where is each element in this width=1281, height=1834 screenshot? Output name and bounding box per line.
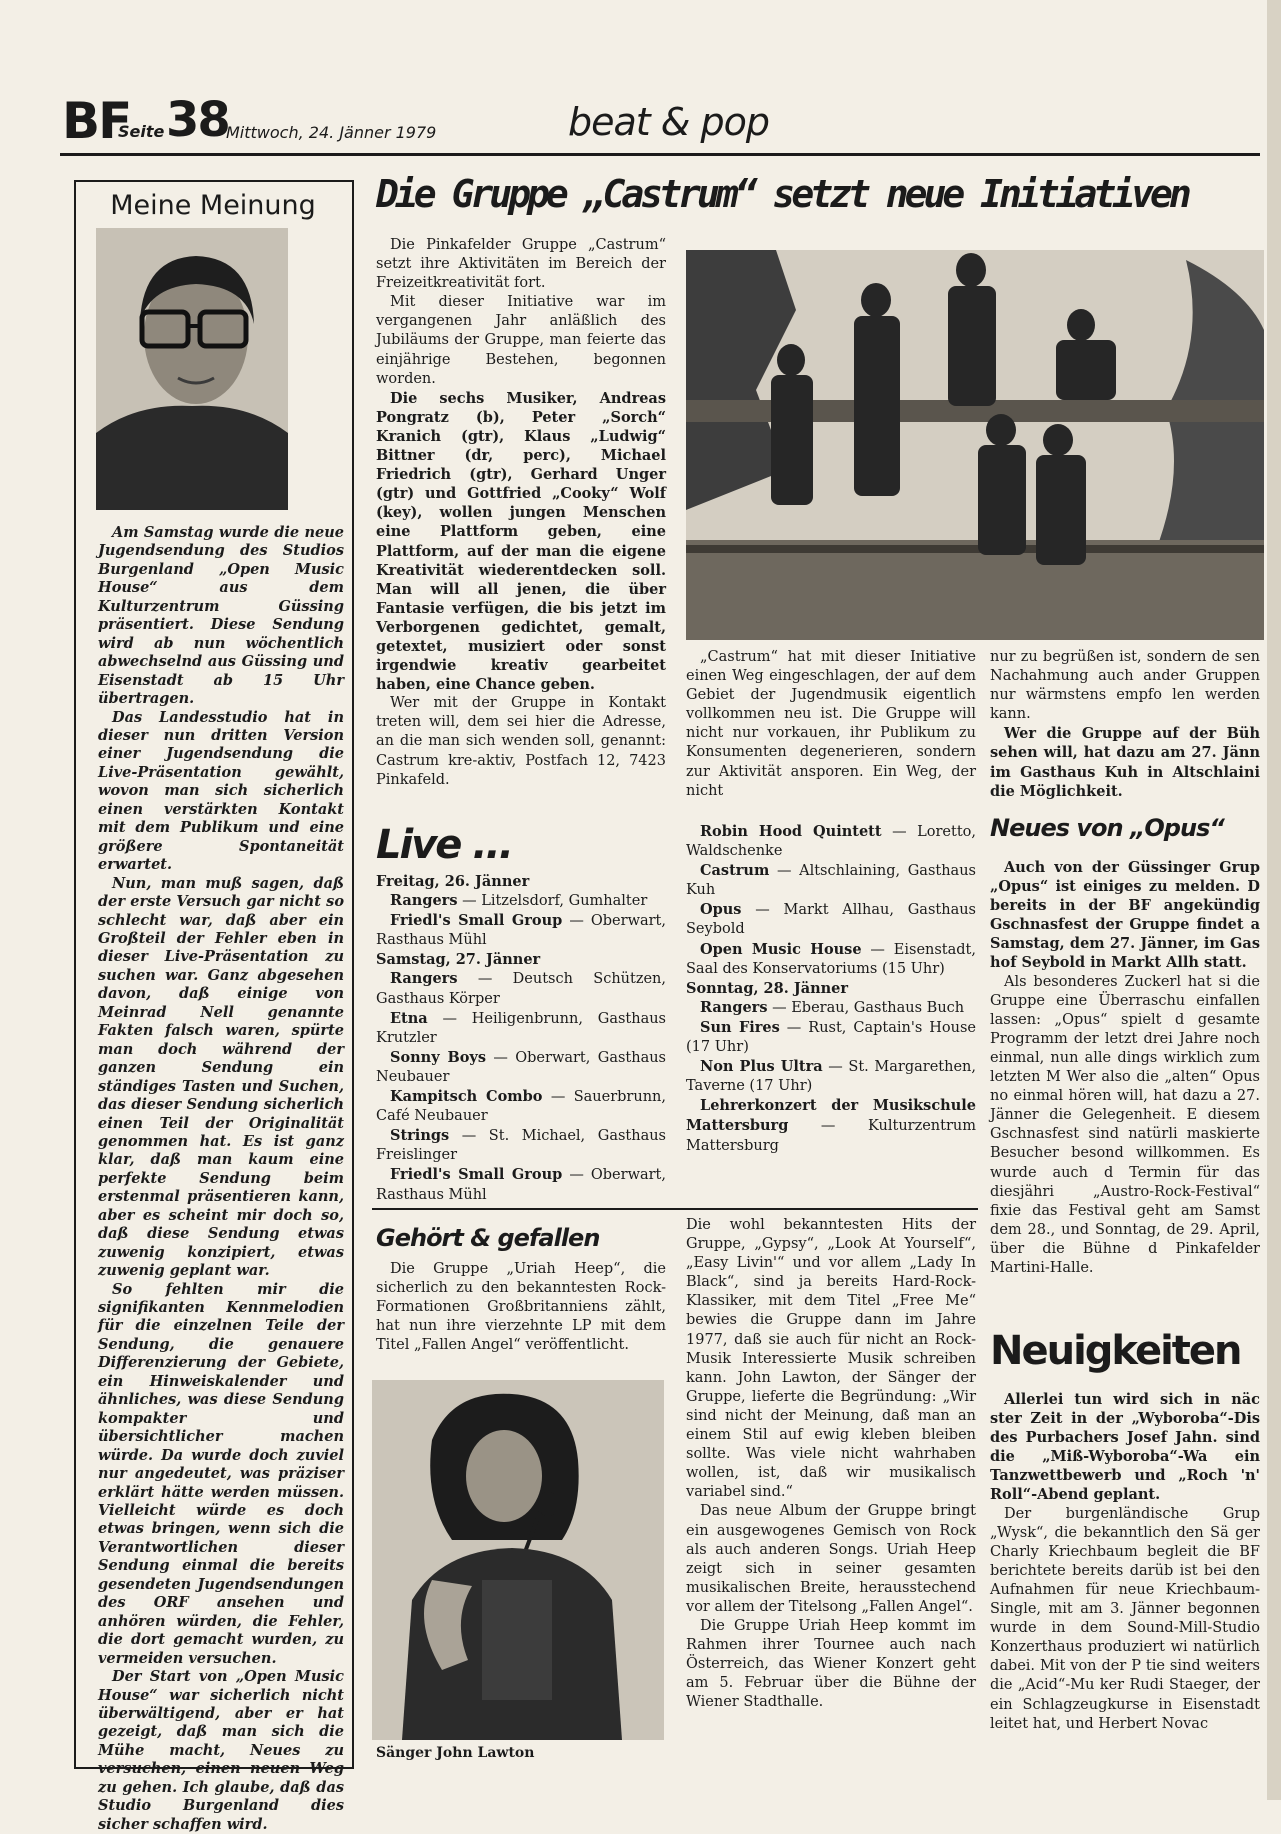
gehoert-headline: Gehört & gefallen	[376, 1224, 600, 1252]
listing-place: — Deutsch Schützen, Gasthaus Körper	[376, 971, 666, 1007]
listing-place: — Rust, Captain's House (17 Uhr)	[686, 1019, 977, 1056]
listing-item	[376, 911, 666, 950]
section-title: beat & pop	[568, 100, 769, 144]
listing-item	[686, 1096, 976, 1155]
listing-place: — St. Michael, Gasthaus Freislinger	[376, 1128, 666, 1164]
listing-band: Friedl's Small Group	[390, 1166, 563, 1184]
opinion-title: Meine Meinung	[110, 190, 316, 221]
opinion-paragraph: Der Start von „Open Music House“ war sicherlich nicht überwältigend, aber er hat gezeigt, daß man sich die Mühe macht, Neues zu versuchen, einen neuen Weg zu gehen. Ich glaube, daß das Studio Burgenland dies sicher schaffen wird.	[98, 1668, 344, 1833]
listing-band: Etna	[390, 1009, 428, 1027]
article-paragraph: Der burgenländische Grup „Wysk“, die bekanntlich den Sä ger Charly Kriechbaum begleit die BF berichtete bereits darüb ist bei den Aufnahmen für neue Kriechbaum-Single, mit am 3. Jänner begonnen wurde in dem Sound-Mill-Studio Konzerthaus produziert wi natürlich dabei. Mit von der P tie sind weiters die „Acid“-Mu ker Rudi Staeger, der ein Schlagzeugkurse in Eisenstadt leitet hat, und Herbert Novac	[990, 1505, 1260, 1732]
listing-band: Rangers	[390, 892, 458, 910]
listing-day: Freitag, 26. Jänner	[376, 873, 530, 890]
listing-item	[686, 940, 976, 979]
article-paragraph: Die sechs Musiker, Andreas Pongratz (b), Peter „Sorch“ Kranich (gtr), Klaus „Ludwig“ Bittner (dr, perc), Michael Friedrich (gtr), Gerhard Unger (gtr) und Gottfried „Cooky“ Wolf (key), wollen jungen Menschen eine Plattform geben, eine Plattform, auf der man die eigene Kreativität wiederentdecken soll. Man will all jenen, die über Fantasie verfügen, die bis jetzt im Verborgenen gedichtet, gemalt, getextet, musiziert oder sonst irgendwie kreativ gearbeitet haben, eine Chance geben.	[376, 389, 666, 694]
photo-caption: Sänger John Lawton	[376, 1745, 535, 1761]
listing-item	[376, 969, 666, 1008]
listing-band: Castrum	[700, 862, 770, 880]
listing-band: Rangers	[700, 998, 768, 1016]
opinion-paragraph: Am Samstag wurde die neue Jugendsendung des Studios Burgenland „Open Music House“ aus dem Kulturzentrum Güssing präsentiert. Diese Sendung wird ab nun wöchentlich abwechselnd aus Güssing und Eisenstadt ab 15 Uhr übertragen.	[98, 524, 344, 708]
opus-article	[990, 858, 1260, 1278]
article-paragraph: Mit dieser Initiative war im vergangenen Jahr anläßlich des Jubiläums der Gruppe, man feierte das einjährige Bestehen, begonnen worden.	[376, 294, 666, 387]
opinion-text	[98, 524, 344, 1834]
castrum-headline: Die Gruppe „Castrum“ setzt neue Initiativen	[376, 172, 1188, 216]
article-paragraph: „Castrum“ hat mit dieser Initiative einen Weg eingeschlagen, der auf dem Gebiet der Jugendmusik eigentlich vollkommen neu ist. Die Gruppe will nicht nur vorkauen, ihr Publikum zu Konsumenten degenerieren, sondern zur Aktivität ansporen. Ein Weg, der nicht	[686, 649, 976, 799]
listing-place: — Eberau, Gasthaus Buch	[767, 999, 965, 1016]
page-edge	[1267, 0, 1281, 1800]
listing-place: — Sauerbrunn, Café Neubauer	[376, 1089, 666, 1125]
listing-place: — Litzelsdorf, Gumhalter	[457, 893, 648, 910]
listing-item	[376, 891, 666, 911]
article-paragraph: Allerlei tun wird sich in näc ster Zeit in der „Wyboroba“-Dis des Purbachers Josef Jahn. sind die „Miß-Wyboroba“-Wa ein Tanzwettbewerb und „Roch 'n' Roll“-Abend geplant.	[990, 1391, 1260, 1504]
newspaper-logo: BF	[62, 92, 131, 150]
article-paragraph: Die wohl bekanntesten Hits der Gruppe, „Gypsy“, „Look At Yourself“, „Easy Livin'“ und vor allem „Lady In Black“, sind ja bereits Hard-Rock-Klassiker, mit dem Titel „Free Me“ bewies die Gruppe dann im Jahre 1977, daß sie auch für nicht an Rock-Musik Interessierte Musik schreiben kann. John Lawton, der Sänger der Gruppe, lieferte die Begründung: „Wir sind nicht der Meinung, daß man an einem Stil auf ewig kleben bleiben sollte. Was viele nicht wahrhaben wollen, ist, daß wir musikalisch variabel sind.“	[686, 1217, 976, 1501]
listing-place: — Heiligenbrunn, Gasthaus Krutzler	[376, 1010, 666, 1046]
listing-item	[376, 1009, 666, 1048]
article-paragraph: Auch von der Güssinger Grup „Opus“ ist einiges zu melden. D bereits in der BF angekündig Gschnasfest der Gruppe findet a Samstag, dem 27. Jänner, im Gas hof Seybold in Markt Allh statt.	[990, 859, 1260, 972]
page-number: 38	[166, 92, 229, 148]
opinion-paragraph: Das Landesstudio hat in dieser nun dritten Version einer Jugendsendung die Live-Präsentation gewählt, wovon man sich sicherlich einen verstärkten Kontakt mit dem Publikum und eine größere Spontaneität erwartet.	[98, 708, 344, 874]
listing-place: — Oberwart, Rasthaus Mühl	[376, 1167, 666, 1203]
listing-place: — St. Margarethen, Taverne (17 Uhr)	[686, 1059, 976, 1095]
listing-band: Sonny Boys	[390, 1048, 486, 1066]
gehoert-article	[376, 1260, 666, 1355]
castrum-article-continued	[686, 648, 976, 801]
listing-item	[686, 900, 976, 939]
listing-band: Non Plus Ultra	[700, 1058, 823, 1076]
listing-band: Sun Fires	[700, 1018, 780, 1036]
article-paragraph: nur zu begrüßen ist, sondern de sen Nachahmung auch ander Gruppen nur wärmstens empfo len werden kann.	[990, 649, 1260, 723]
listing-band: Opus	[700, 901, 742, 919]
listing-item	[686, 1018, 976, 1057]
listing-place: — Loretto, Waldschenke	[686, 824, 976, 860]
author-portrait	[96, 228, 288, 510]
gehoert-article-continued	[686, 1216, 976, 1712]
castrum-band-photo	[686, 250, 1264, 640]
live-listing-column	[376, 872, 666, 1205]
article-paragraph: Wer die Gruppe auf der Büh sehen will, hat dazu am 27. Jänn im Gasthaus Kuh in Altschlaini die Möglichkeit.	[990, 725, 1260, 800]
listing-item	[376, 1126, 666, 1165]
listing-item	[686, 822, 976, 861]
listing-band: Friedl's Small Group	[390, 912, 563, 930]
listing-band: Robin Hood Quintett	[700, 823, 882, 840]
listing-place: — Markt Allhau, Gasthaus Seybold	[686, 902, 976, 938]
castrum-article	[376, 236, 666, 790]
listing-band: Open Music House	[700, 940, 862, 958]
listing-place: — Kulturzentrum Mattersburg	[686, 1118, 976, 1154]
neuigkeiten-article	[990, 1390, 1260, 1734]
listing-item	[686, 998, 976, 1018]
neuigkeiten-headline: Neuigkeiten	[990, 1328, 1241, 1374]
article-paragraph: Die Gruppe „Uriah Heep“, die sicherlich zu den bekanntesten Rock-Formationen Großbritanniens zählt, hat nun ihre vierzehnte LP mit dem Titel „Fallen Angel“ veröffentlicht.	[376, 1261, 666, 1354]
listing-item	[376, 1165, 666, 1204]
listing-item	[686, 1057, 976, 1096]
issue-date: Mittwoch, 24. Jänner 1979	[226, 123, 437, 142]
article-paragraph: Als besonderes Zuckerl hat si die Gruppe eine Überraschu einfallen lassen: „Opus“ spielt d gesamte Programm der letzt drei Jahre noch einmal, nun alle dings wirklich zum letzten M Wer also die „alten“ Opus no einmal hören will, hat dazu a 27. Jänner die Gelegenheit. E diesem Gschnasfest sind natürli maskierte Besucher besond willkommen. Es wurde auch d Termin für das diesjähri „Austro-Rock-Festival“ fixie das Festival geht am Samst dem 28., und Sonntag, de 29. April, über die Bühne d Pinkafelder Martini-Halle.	[990, 973, 1260, 1276]
header-rule	[60, 153, 1260, 156]
article-paragraph: Die Gruppe Uriah Heep kommt im Rahmen ihrer Tournee auch nach Österreich, das Wiener Konzert geht am 5. Februar über die Bühne der Wiener Stadthalle.	[686, 1617, 976, 1711]
listing-place: — Eisenstadt, Saal des Konservatoriums (15 Uhr)	[686, 941, 976, 977]
live-headline: Live ...	[376, 822, 512, 868]
portrait-image	[96, 228, 288, 510]
listing-band: Rangers	[390, 970, 458, 988]
listing-place: — Altschlaining, Gasthaus Kuh	[686, 863, 976, 899]
opinion-paragraph: So fehlten mir die signifikanten Kennmelodien für die einzelnen Teile der Sendung, die genauere Differenzierung der Gebiete, ein Hinweiskalender und ähnliches, was diese Sendung kompakter und übersichtlicher machen würde. Da wurde doch zuviel nur angedeutet, was präziser erklärt hätte werden müssen. Vielleicht würde es doch etwas bringen, wenn sich die Verantwortlichen dieser Sendung einmal die bereits gesendeten Jugendsendungen des ORF ansehen und anhören würden, die Fehler, die dort gemacht wurden, zu vermeiden versuchen.	[98, 1280, 344, 1667]
listing-day: Sonntag, 28. Jänner	[686, 979, 849, 997]
listing-place: — Oberwart, Gasthaus Neubauer	[376, 1049, 667, 1085]
page-label: Seite	[118, 122, 165, 141]
article-paragraph: Die Pinkafelder Gruppe „Castrum“ setzt ihre Aktivitäten im Bereich der Freizeitkreativität fort.	[376, 237, 666, 292]
live-listing-column	[686, 822, 976, 1156]
listing-band: Strings	[390, 1127, 450, 1145]
article-paragraph: Wer mit der Gruppe in Kontakt treten will, dem sei hier die Adresse, an die man sich wenden soll, genannt: Castrum kre-aktiv, Postfach 12, 7423 Pinkafeld.	[376, 695, 666, 788]
section-rule	[372, 1208, 978, 1210]
castrum-article-continued	[990, 648, 1260, 801]
opinion-paragraph: Nun, man muß sagen, daß der erste Versuch gar nicht so schlecht war, daß aber ein Großteil der Fehler eben in dieser Live-Präsentation zu suchen war. Ganz abgesehen davon, daß einige von Meinrad Nell genannte Fakten falsch waren, spürte man doch während der ganzen Sendung ein ständiges Tasten und Suchen, das dieser Sendung sicherlich einen Teil der Originalität genommen hat. Es ist ganz klar, daß man kaum eine perfekte Sendung beim erstenmal präsentieren kann, aber es scheint mir doch so, daß diese Sendung etwas zuwenig konzipiert, etwas zuwenig geplant war.	[98, 874, 344, 1280]
singer-photo-image	[372, 1380, 664, 1740]
article-paragraph: Das neue Album der Gruppe bringt ein ausgewogenes Gemisch von Rock als auch anderen Songs. Uriah Heep zeigt sich in seiner gesamten musikalischen Breite, herausstechend vor allem der Titelsong „Fallen Angel“.	[686, 1503, 976, 1615]
listing-item	[376, 1048, 666, 1087]
listing-place: — Oberwart, Rasthaus Mühl	[376, 913, 666, 949]
listing-item	[686, 861, 976, 900]
listing-band: Kampitsch Combo	[390, 1088, 543, 1106]
listing-item	[376, 1087, 666, 1126]
band-photo-image	[686, 250, 1264, 640]
opus-headline: Neues von „Opus“	[990, 814, 1224, 842]
listing-day: Samstag, 27. Jänner	[376, 951, 541, 969]
lawton-photo	[372, 1380, 664, 1740]
listing-band: Lehrerkonzert der Musikschule Mattersburg	[686, 1097, 976, 1135]
